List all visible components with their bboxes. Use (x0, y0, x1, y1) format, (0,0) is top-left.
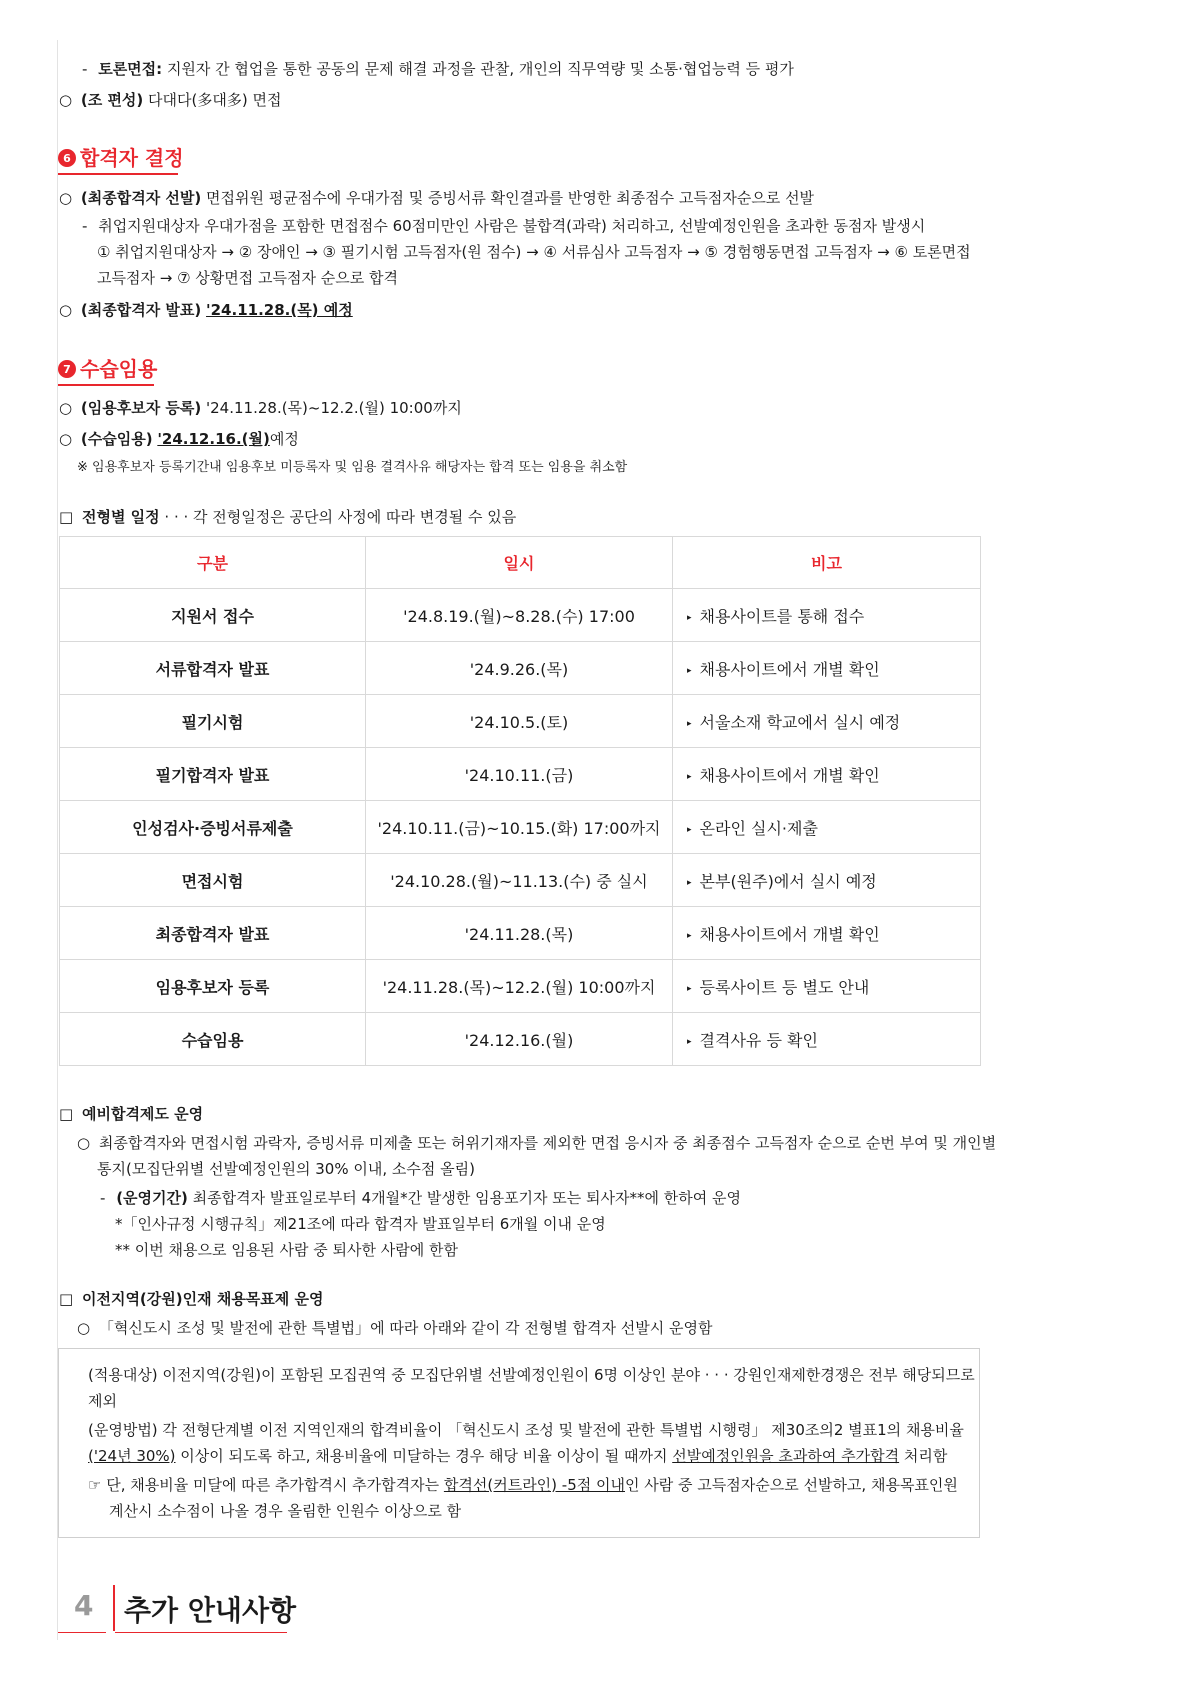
stage-cell: 필기합격자 발표 (60, 748, 366, 801)
note-cell: ▸ 채용사이트에서 개별 확인 (673, 907, 981, 960)
note-cell: ▸ 채용사이트를 통해 접수 (673, 589, 981, 642)
regional-description: ○ 「혁신도시 조성 및 발전에 관한 특별법」에 따라 아래와 같이 각 전형별 합격자 선발시 운영함 (77, 1319, 713, 1337)
date-cell: '24.10.11.(금)~10.15.(화) 17:00까지 (366, 801, 673, 854)
section-6-title: 합격자 결정 (80, 146, 184, 170)
chapter-number: 4 (74, 1589, 94, 1622)
stage-cell: 지원서 접수 (60, 589, 366, 642)
schedule-table (59, 536, 981, 1066)
date-cell: '24.11.28.(목)~12.2.(월) 10:00까지 (366, 960, 673, 1013)
chapter-divider (113, 1585, 115, 1631)
table-row (60, 907, 981, 960)
note-cell: ▸ 결격사유 등 확인 (673, 1013, 981, 1066)
section-6-underline (58, 173, 178, 175)
cancellation-note: ※ 임용후보자 등록기간내 임용후보 미등록자 및 임용 결격사유 해당자는 합격 또는 임용을 취소함 (77, 460, 628, 475)
reserve-description-line-1: ○ 최종합격자와 면접시험 과락자, 증빙서류 미제출 또는 허위기재자를 제외한 면접 응시자 중 최종점수 고득점자 순으로 순번 부여 및 개인별 (77, 1134, 997, 1152)
interview-type-line: - 토론면접: 지원자 간 협업을 통한 공동의 문제 해결 과정을 관찰, 개인의 직무역량 및 소통·협업능력 등 평가 (82, 60, 794, 78)
reserve-period-line: - (운영기간) 최종합격자 발표일로부터 4개월*간 발생한 임용포기자 또는 퇴사자**에 한하여 운영 (100, 1189, 742, 1207)
triangle-bullet-icon: ▸ (687, 930, 692, 941)
date-cell: '24.9.26.(목) (366, 642, 673, 695)
triangle-bullet-icon: ▸ (687, 877, 692, 888)
pointing-hand-icon: ☞ (88, 1476, 102, 1494)
regional-box-line-3: (운영방법) 각 전형단계별 이전 지역인재의 합격비율이 「혁신도시 조성 및 발전에 관한 특별법 시행령」 제30조의2 별표1의 채용비율 (88, 1421, 964, 1439)
regional-heading: □ 이전지역(강원)인재 채용목표제 운영 (59, 1290, 324, 1308)
date-cell: '24.8.19.(월)~8.28.(수) 17:00 (366, 589, 673, 642)
group-composition-line: ○ (조 편성) 다대다(多대多) 면접 (59, 91, 282, 109)
section-7-number-badge: 7 (58, 360, 76, 378)
table-row (60, 854, 981, 907)
regional-box-line-6: 계산시 소수점이 나올 경우 올림한 인원수 이상으로 함 (109, 1502, 462, 1520)
date-cell: '24.11.28.(목) (366, 907, 673, 960)
table-row (60, 642, 981, 695)
triangle-bullet-icon: ▸ (687, 718, 692, 729)
stage-cell: 수습임용 (60, 1013, 366, 1066)
column-header-date: 일시 (366, 537, 673, 589)
note-cell: ▸ 본부(원주)에서 실시 예정 (673, 854, 981, 907)
table-row (60, 1013, 981, 1066)
final-announcement-line: ○ (최종합격자 발표) '24.11.28.(목) 예정 (59, 301, 353, 319)
probation-appointment-line: ○ (수습임용) '24.12.16.(월)예정 (59, 430, 299, 448)
table-row (60, 960, 981, 1013)
section-7-title: 수습임용 (80, 357, 158, 381)
table-row (60, 748, 981, 801)
section-7-heading (58, 356, 157, 382)
section-6-heading (58, 145, 184, 171)
table-header-row (60, 537, 981, 589)
schedule-heading: □ 전형별 일정 · · · 각 전형일정은 공단의 사정에 따라 변경될 수 있음 (59, 508, 517, 526)
note-cell: ▸ 등록사이트 등 별도 안내 (673, 960, 981, 1013)
triangle-bullet-icon: ▸ (687, 1036, 692, 1047)
column-header-note: 비고 (673, 537, 981, 589)
table-row (60, 695, 981, 748)
date-cell: '24.10.5.(토) (366, 695, 673, 748)
date-cell: '24.10.28.(월)~11.13.(수) 중 실시 (366, 854, 673, 907)
table-row (60, 801, 981, 854)
stage-cell: 임용후보자 등록 (60, 960, 366, 1013)
stage-cell: 필기시험 (60, 695, 366, 748)
triangle-bullet-icon: ▸ (687, 612, 692, 623)
stage-cell: 최종합격자 발표 (60, 907, 366, 960)
column-header-stage: 구분 (60, 537, 366, 589)
note-cell: ▸ 채용사이트에서 개별 확인 (673, 748, 981, 801)
chapter-underline-right (115, 1632, 287, 1633)
regional-box-line-5: ☞ 단, 채용비율 미달에 따른 추가합격시 추가합격자는 합격선(커트라인) -5점 이내인 사람 중 고득점자순으로 선발하고, 채용목표인원 (88, 1476, 958, 1494)
triangle-bullet-icon: ▸ (687, 983, 692, 994)
stage-cell: 서류합격자 발표 (60, 642, 366, 695)
candidate-registration-line: ○ (임용후보자 등록) '24.11.28.(목)~12.2.(월) 10:00까지 (59, 399, 462, 417)
tie-rule-line-3: 고득점자 → ⑦ 상황면접 고득점자 순으로 합격 (97, 269, 398, 287)
final-selection-line: ○ (최종합격자 선발) 면접위원 평균점수에 우대가점 및 증빙서류 확인결과를 반영한 최종점수 고득점자순으로 선발 (59, 189, 815, 207)
tie-rule-line-2: ① 취업지원대상자 → ② 장애인 → ③ 필기시험 고득점자(원 점수) → ④ 서류심사 고득점자 → ⑤ 경험행동면접 고득점자 → ⑥ 토론면접 (97, 243, 971, 261)
reserve-description-line-2: 통지(모집단위별 선발예정인원의 30% 이내, 소수점 올림) (97, 1160, 475, 1178)
tie-rule-line-1: - 취업지원대상자 우대가점을 포함한 면접점수 60점미만인 사람은 불합격(과락) 처리하고, 선발예정인원을 초과한 동점자 발생시 (82, 217, 926, 235)
section-7-underline (58, 384, 154, 386)
reserve-footnote-1: *「인사규정 시행규칙」제21조에 따라 합격자 발표일부터 6개월 이내 운영 (115, 1215, 606, 1233)
section-6-number-badge: 6 (58, 149, 76, 167)
triangle-bullet-icon: ▸ (687, 824, 692, 835)
chapter-title: 추가 안내사항 (124, 1594, 297, 1627)
note-cell: ▸ 온라인 실시·제출 (673, 801, 981, 854)
triangle-bullet-icon: ▸ (687, 771, 692, 782)
stage-cell: 인성검사·증빙서류제출 (60, 801, 366, 854)
note-cell: ▸ 서울소재 학교에서 실시 예정 (673, 695, 981, 748)
chapter-underline-left (58, 1632, 106, 1633)
date-cell: '24.10.11.(금) (366, 748, 673, 801)
table-row (60, 589, 981, 642)
date-cell: '24.12.16.(월) (366, 1013, 673, 1066)
triangle-bullet-icon: ▸ (687, 665, 692, 676)
reserve-heading: □ 예비합격제도 운영 (59, 1105, 204, 1123)
regional-box-line-4: ('24년 30%) 이상이 되도록 하고, 채용비율에 미달하는 경우 해당 비율 이상이 될 때까지 선발예정인원을 초과하여 추가합격 처리함 (88, 1447, 948, 1465)
stage-cell: 면접시험 (60, 854, 366, 907)
regional-box-line-2: 제외 (88, 1392, 117, 1410)
note-cell: ▸ 채용사이트에서 개별 확인 (673, 642, 981, 695)
regional-box-line-1: (적용대상) 이전지역(강원)이 포함된 모집권역 중 모집단위별 선발예정인원이 6명 이상인 분야 · · · 강원인재제한경쟁은 전부 해당되므로 (88, 1366, 975, 1384)
reserve-footnote-2: ** 이번 채용으로 임용된 사람 중 퇴사한 사람에 한함 (115, 1241, 458, 1259)
